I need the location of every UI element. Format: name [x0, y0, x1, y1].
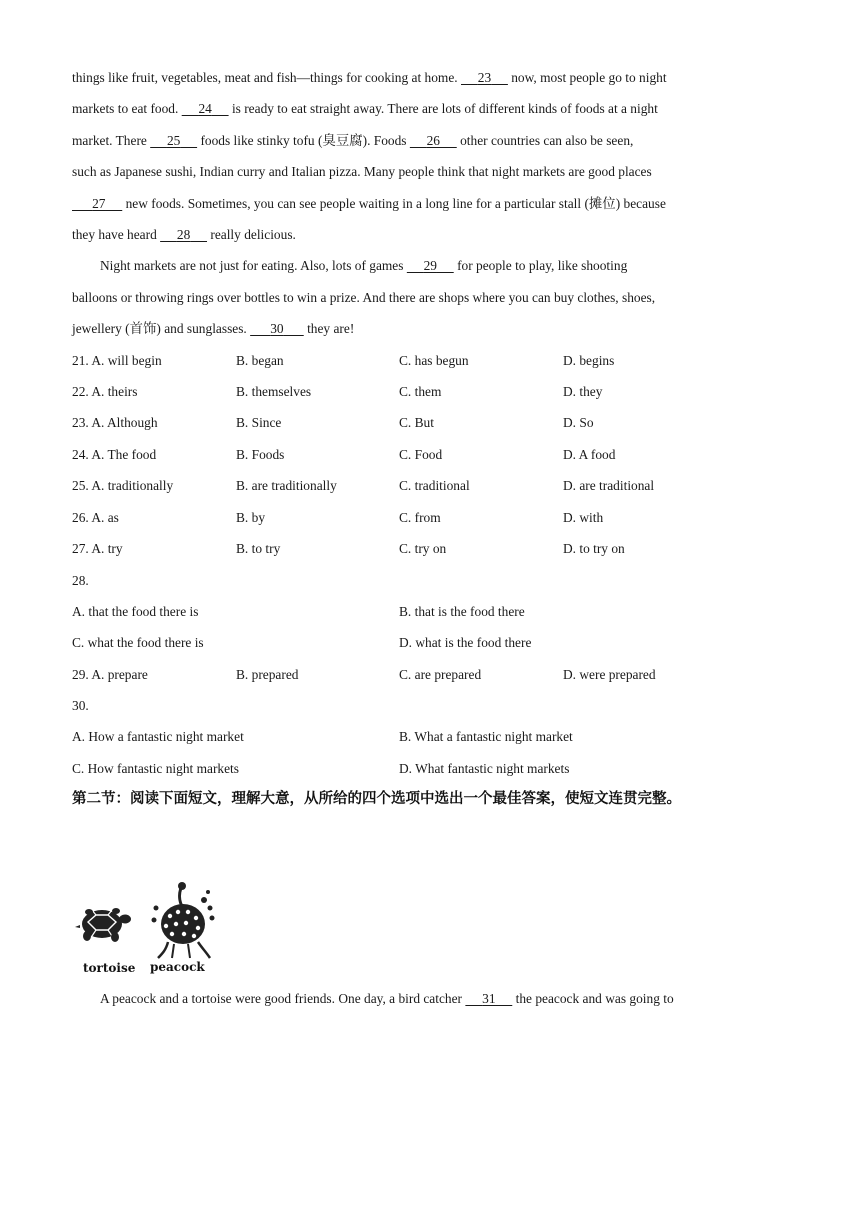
- question-number: 30.: [72, 698, 89, 713]
- option-d: D. with: [563, 510, 604, 525]
- passage-text: is ready to eat straight away. There are lots of different kinds of foods at a night: [228, 101, 658, 116]
- story-line-1: [100, 991, 760, 1007]
- blank-28: 28: [176, 227, 191, 242]
- option-c: C. But: [399, 415, 434, 430]
- blank-23: 23: [477, 70, 492, 85]
- passage-text: market. There: [72, 133, 151, 148]
- peacock-label: peacock: [150, 960, 205, 974]
- option-d: D. what is the food there: [399, 635, 532, 650]
- option-a: A. that the food there is: [72, 604, 199, 619]
- passage-text: really delicious.: [207, 227, 296, 242]
- question-number: 28.: [72, 573, 89, 588]
- option-d: D. are traditional: [563, 478, 655, 493]
- passage-line-1: [72, 70, 732, 86]
- option-b: B. Since: [236, 415, 282, 430]
- passage-line-7: [100, 258, 760, 274]
- option-b: B. to try: [236, 541, 281, 556]
- option-d: D. What fantastic night markets: [399, 761, 570, 776]
- blank-27: 27: [92, 196, 106, 211]
- blank-25: 25: [166, 133, 181, 148]
- option-b: B. themselves: [236, 384, 312, 399]
- option-a: 27. A. try: [72, 541, 123, 556]
- option-c: C. are prepared: [399, 667, 482, 682]
- blank-30: 30: [270, 321, 284, 336]
- blank-26: 26: [426, 133, 440, 148]
- option-a: 21. A. will begin: [72, 353, 162, 368]
- passage-text: new foods. Sometimes, you can see people waiting in a long line for a particular stall (摊位) because: [122, 196, 666, 211]
- peacock-icon: [148, 878, 218, 960]
- passage-text: they are!: [303, 321, 355, 336]
- option-c: C. Food: [399, 447, 443, 462]
- blank-31: 31: [482, 991, 496, 1006]
- option-c: C. what the food there is: [72, 635, 204, 650]
- option-d: D. So: [563, 415, 594, 430]
- passage-line-2: [72, 101, 732, 117]
- option-c: C. traditional: [399, 478, 470, 493]
- passage-text: markets to eat food.: [72, 101, 182, 116]
- option-d: D. they: [563, 384, 603, 399]
- option-b: B. began: [236, 353, 284, 368]
- passage-line-8: balloons or throwing rings over bottles to win a prize. And there are shops where you can buy clothes, shoes,: [72, 290, 656, 305]
- option-a: 29. A. prepare: [72, 667, 148, 682]
- option-c: C. them: [399, 384, 442, 399]
- passage-text: Night markets are not just for eating. Also, lots of games: [100, 258, 407, 273]
- option-b: B. by: [236, 510, 266, 525]
- passage-line-6: [72, 227, 732, 243]
- option-b: B. are traditionally: [236, 478, 337, 493]
- option-b: B. Foods: [236, 447, 285, 462]
- blank-24: 24: [198, 101, 212, 116]
- section-heading: 第二节：阅读下面短文，理解大意，从所给的四个选项中选出一个最佳答案，使短文连贯完整。: [72, 791, 681, 807]
- option-a: 22. A. theirs: [72, 384, 138, 399]
- option-a: 24. A. The food: [72, 447, 157, 462]
- option-c: C. has begun: [399, 353, 469, 368]
- tortoise-label: tortoise: [83, 961, 136, 975]
- passage-text: things like fruit, vegetables, meat and fish—things for cooking at home.: [72, 70, 461, 85]
- story-text: the peacock and was going to: [512, 991, 674, 1006]
- passage-text: for people to play, like shooting: [453, 258, 628, 273]
- option-b: B. that is the food there: [399, 604, 525, 619]
- blank-29: 29: [423, 258, 437, 273]
- option-d: D. were prepared: [563, 667, 656, 682]
- option-c: C. How fantastic night markets: [72, 761, 239, 776]
- option-d: D. begins: [563, 353, 615, 368]
- story-text: A peacock and a tortoise were good friends. One day, a bird catcher: [100, 991, 466, 1006]
- option-b: B. What a fantastic night market: [399, 729, 573, 744]
- option-c: C. try on: [399, 541, 447, 556]
- passage-line-9: [72, 321, 732, 337]
- option-a: 23. A. Although: [72, 415, 158, 430]
- illustration: [74, 878, 224, 978]
- passage-text: jewellery (首饰) and sunglasses.: [72, 321, 251, 336]
- option-c: C. from: [399, 510, 441, 525]
- option-a: A. How a fantastic night market: [72, 729, 244, 744]
- option-d: D. to try on: [563, 541, 625, 556]
- passage-text: they have heard: [72, 227, 161, 242]
- passage-text: foods like stinky tofu (臭豆腐). Foods: [197, 133, 410, 148]
- passage-line-3: [72, 133, 732, 149]
- passage-line-4: such as Japanese sushi, Indian curry and Italian pizza. Many people think that night markets are good places: [72, 164, 652, 179]
- option-a: 26. A. as: [72, 510, 119, 525]
- option-b: B. prepared: [236, 667, 299, 682]
- tortoise-icon: [74, 898, 132, 948]
- option-a: 25. A. traditionally: [72, 478, 174, 493]
- passage-text: now, most people go to night: [507, 70, 667, 85]
- passage-text: other countries can also be seen,: [456, 133, 634, 148]
- passage-line-5: [72, 196, 732, 212]
- option-d: D. A food: [563, 447, 616, 462]
